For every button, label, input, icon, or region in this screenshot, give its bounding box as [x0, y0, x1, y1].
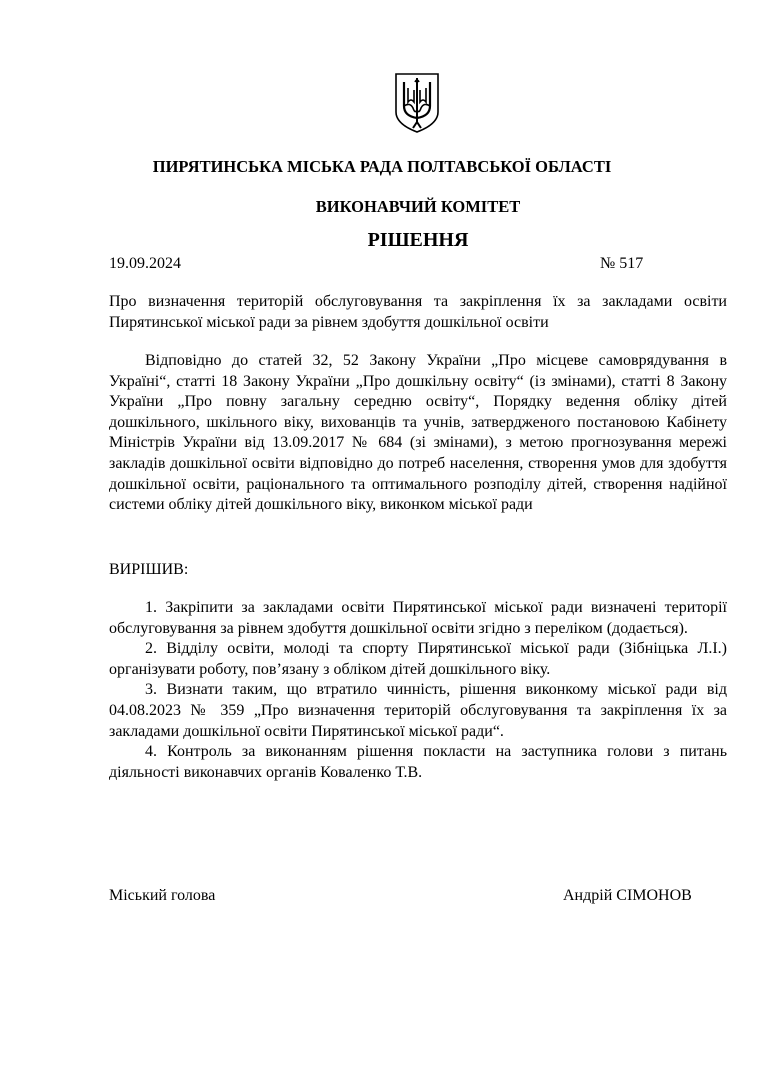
decision-subject: Про визначення територій обслуговування та закріплення їх за закладами освіти Пирятинської міської ради за рівнем здобуття дошкільної освіти	[109, 293, 727, 331]
decision-item: 3. Визнати таким, що втратило чинність, рішення виконкому міської ради від 04.08.2023 № 359 „Про визначення територій обслуговування та закріплення їх за закладами дошкільної освіти Пирятинської міської ради“.	[109, 681, 727, 740]
coat-of-arms-icon	[394, 72, 440, 134]
decision-item: 1. Закріпити за закладами освіти Пирятинської міської ради визначені території обслуговування за рівнем здобуття дошкільної освіти згідно з переліком (додається).	[109, 599, 727, 637]
decision-item: 2. Відділу освіти, молоді та спорту Пирятинської міської ради (Зібніцька Л.І.) організувати роботу, пов’язану з обліком дітей дошкільного віку.	[109, 640, 727, 678]
resolved-label: ВИРІШИВ:	[109, 561, 189, 578]
decision-items	[109, 598, 727, 783]
decision-number: № 517	[600, 255, 644, 272]
council-name: ПИРЯТИНСЬКА МІСЬКА РАДА ПОЛТАВСЬКОЇ ОБЛАСТІ	[152, 157, 612, 176]
document-type-title: РІШЕННЯ	[367, 229, 469, 251]
signer-name: Андрій СІМОНОВ	[563, 887, 692, 904]
signer-position: Міський голова	[109, 887, 216, 904]
preamble-paragraph: Відповідно до статей 32, 52 Закону України „Про місцеве самоврядування в Україні“, статті 18 Закону України „Про дошкільну освіту“ (із змінами), статті 8 Закону України „Про повну загальну середню освіту“, Порядку ведення обліку дітей дошкільного, шкільного віку, вихованців та учнів, затвердженого постановою Кабінету Міністрів України від 13.09.2017 № 684 (зі змінами), з метою прогнозування мережі закладів дошкільної освіти відповідно до потреб населення, створення умов для здобуття дошкільної освіти, раціонального та оптимального розподілу дітей, створення надійної системи обліку дітей дошкільного віку, виконком міської ради	[109, 352, 727, 514]
decision-item: 4. Контроль за виконанням рішення покласти на заступника голови з питань діяльності виконавчих органів Коваленко Т.В.	[109, 743, 727, 781]
committee-name: ВИКОНАВЧИЙ КОМІТЕТ	[315, 197, 521, 216]
decision-date: 19.09.2024	[109, 255, 181, 272]
